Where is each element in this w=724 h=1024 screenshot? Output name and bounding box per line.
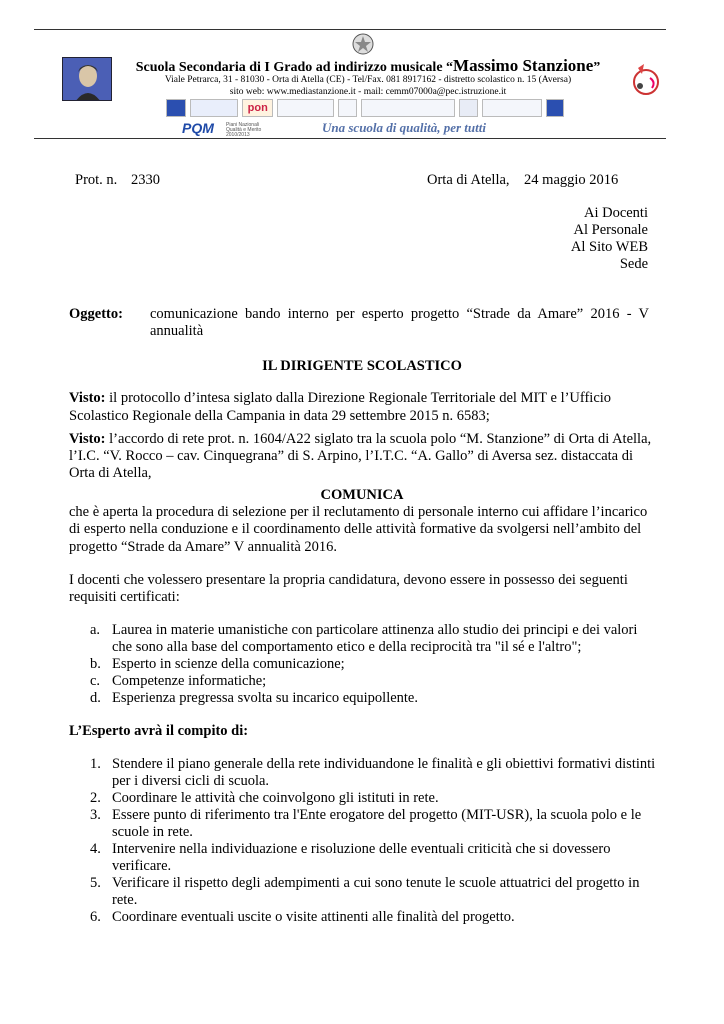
protocol-label: Prot. n. — [75, 172, 118, 188]
school-name: Scuola Secondaria di I Grado ad indirizzo musicale “Massimo Stanzione” — [135, 56, 601, 75]
comunica-line-3: progetto “Strade da Amare” V annualità 2016. — [69, 539, 338, 555]
requirement-item: a. Laurea in materie umanistiche con particolare attinenza allo studio dei principi e dei valori che sono alla base del comportamento etico e della reciprocità tra "il sé e l'altro"; — [90, 622, 638, 655]
protocol-number: 2330 — [131, 172, 160, 188]
comunica-heading: COMUNICA — [320, 487, 404, 503]
subject-label: Oggetto: — [69, 306, 123, 322]
task-item: 2. Coordinare le attività che coinvolgono gli istituti in rete. — [90, 790, 439, 806]
agency-logo — [482, 99, 542, 117]
task-item: 6. Coordinare eventuali uscite o visite attinenti alle finalità del progetto. — [90, 909, 515, 925]
music-school-logo-icon — [628, 60, 664, 100]
ministry-logo — [361, 99, 454, 117]
school-tagline: Una scuola di qualità, per tutti — [322, 120, 486, 135]
task-item: 5. Verificare il rispetto degli adempimenti a cui sono tenute le scuole attuatrici del progetto in rete. — [90, 875, 640, 908]
visto-protocol-line-2: Scolastico Regionale della Campania in data 29 settembre 2015 n. 6583; — [69, 408, 490, 424]
place-date: Orta di Atella, 24 maggio 2016 — [427, 172, 619, 188]
recipient-docenti: Ai Docenti — [583, 205, 648, 221]
eu-flag-icon — [546, 99, 564, 117]
comunica-line-2: di esperto nella conduzione e il coordinamento delle attività formative da svolgersi nell’ambito del — [69, 521, 642, 537]
header-top-rule — [34, 29, 666, 30]
pon-logo: pon — [242, 99, 273, 117]
fondi-strutturali-logo — [190, 99, 239, 117]
subject-line-2: annualità — [150, 323, 204, 339]
visto-protocol-line-1: Visto: il protocollo d’intesa siglato dalla Direzione Regionale Territoriale del MIT e l’Ufficio — [69, 390, 612, 406]
task-item: 1. Stendere il piano generale della rete individuandone le finalità e gli obiettivi formativi distinti per i diversi cicli di scuola. — [90, 756, 656, 789]
school-web-mail: sito web: www.mediastanzione.it - mail: cemm07000a@pec.istruzione.it — [229, 87, 507, 97]
subject-line-1: comunicazione bando interno per esperto progetto “Strade da Amare” 2016 - V — [150, 306, 650, 322]
pon-caption-logo — [277, 99, 333, 117]
task-item: 4. Intervenire nella individuazione e risoluzione delle eventuali criticità che si dovessero verificare. — [90, 841, 611, 874]
requirements-intro-line-2: requisiti certificati: — [69, 589, 180, 605]
recipient-sito-web: Al Sito WEB — [570, 239, 648, 255]
agency-icon — [459, 99, 479, 117]
requirement-item: c. Competenze informatiche; — [90, 673, 267, 689]
recipient-personale: Al Personale — [573, 222, 648, 238]
visto-network-line-1: Visto: l’accordo di rete prot. n. 1604/A22 siglato tra la scuola polo “M. Stanzione” di Orta di Atella, — [69, 431, 652, 447]
recipient-sede: Sede — [619, 256, 648, 272]
task-item: 3. Essere punto di riferimento tra l'Ente erogatore del progetto (MIT-USR), la scuola polo e le scuole in rete. — [90, 807, 642, 840]
comunica-line-1: che è aperta la procedura di selezione per il reclutamento di personale interno cui affidare l’incarico — [69, 504, 648, 520]
pqm-logo: PQM — [182, 120, 214, 136]
school-portrait-logo — [62, 57, 112, 101]
eu-flag-icon — [166, 99, 186, 117]
ministry-emblem-icon — [338, 99, 358, 117]
school-address: Viale Petrarca, 31 - 81030 - Orta di Atella (CE) - Tel/Fax. 081 8917162 - distretto scolastico n. 15 (Aversa) — [164, 75, 572, 85]
tasks-heading: L’Esperto avrà il compito di: — [69, 723, 249, 739]
document-heading: IL DIRIGENTE SCOLASTICO — [262, 358, 462, 374]
funding-logos-banner — [166, 99, 564, 117]
visto-network-line-2: l’I.C. “V. Rocco – cav. Cinquegrana” di S. Arpino, l’I.T.C. “A. Gallo” di Aversa sez. distaccata di — [69, 448, 633, 464]
requirements-intro-line-1: I docenti che volessero presentare la propria candidatura, devono essere in possesso dei seguenti — [69, 572, 628, 588]
republic-emblem-icon — [352, 32, 374, 56]
requirement-item: d. Esperienza pregressa svolta su incarico equipollente. — [90, 690, 418, 706]
requirement-item: b. Esperto in scienze della comunicazione; — [90, 656, 345, 672]
pqm-subtitle: Piani Nazionali Qualità e Merito 2010/2013 — [226, 122, 262, 138]
visto-network-line-3: Orta di Atella, — [69, 465, 152, 481]
header-bottom-rule — [34, 138, 666, 139]
